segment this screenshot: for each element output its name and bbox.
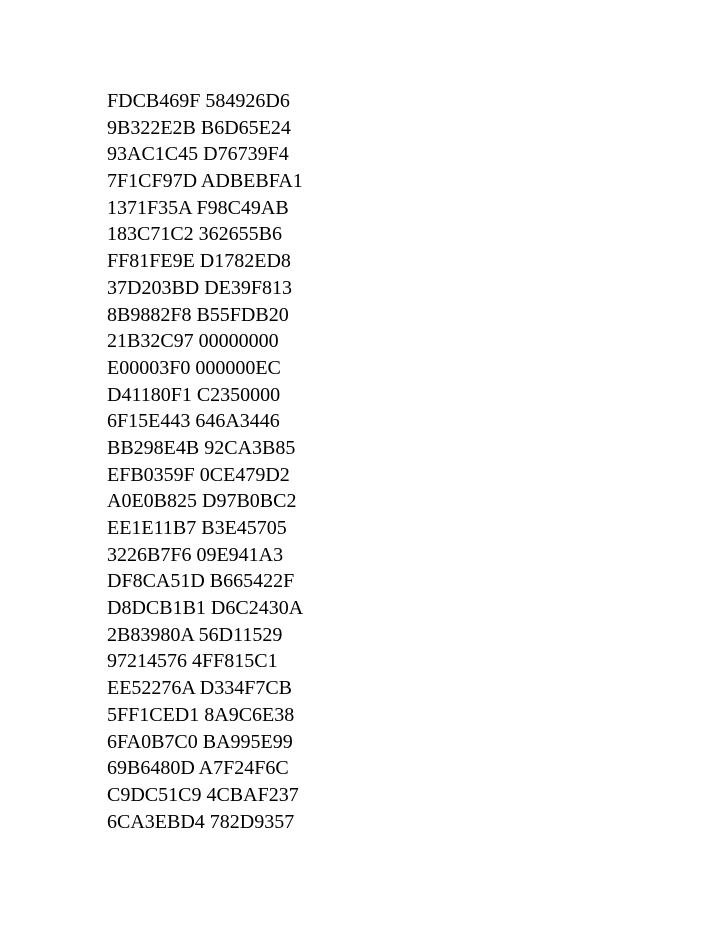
hex-line: C9DC51C9 4CBAF237: [107, 783, 299, 806]
hex-line: DF8CA51D B665422F: [107, 570, 295, 593]
hex-line: 183C71C2 362655B6: [107, 223, 283, 246]
hex-line: 2B83980A 56D11529: [107, 623, 283, 646]
hex-line: 37D203BD DE39F813: [107, 276, 293, 299]
hex-line: 69B6480D A7F24F6C: [107, 757, 289, 780]
hex-line: EE1E11B7 B3E45705: [107, 517, 287, 539]
hex-line: 8B9882F8 B55FDB20: [107, 303, 289, 326]
hex-data-list: [107, 88, 303, 835]
hex-line: A0E0B825 D97B0BC2: [107, 490, 297, 513]
hex-line: FDCB469F 584926D6: [107, 90, 290, 112]
hex-line: 7F1CF97D ADBEBFA1: [107, 170, 303, 193]
hex-line: EE52276A D334F7CB: [107, 677, 293, 700]
hex-line: 6F15E443 646A3446: [107, 410, 280, 433]
hex-line: 6CA3EBD4 782D9357: [107, 810, 295, 833]
hex-line: 6FA0B7C0 BA995E99: [107, 730, 293, 753]
hex-line: D41180F1 C2350000: [107, 383, 281, 406]
hex-line: 97214576 4FF815C1: [107, 650, 278, 673]
hex-line: 21B32C97 00000000: [107, 330, 279, 353]
hex-line: BB298E4B 92CA3B85: [107, 436, 296, 459]
hex-line: 1371F35A F98C49AB: [107, 196, 289, 219]
hex-line: 93AC1C45 D76739F4: [107, 143, 289, 166]
hex-line: EFB0359F 0CE479D2: [107, 463, 290, 486]
hex-line: D8DCB1B1 D6C2430A: [107, 597, 304, 620]
hex-line: 3226B7F6 09E941A3: [107, 543, 284, 566]
hex-line: 5FF1CED1 8A9C6E38: [107, 703, 295, 726]
hex-line: FF81FE9E D1782ED8: [107, 250, 291, 273]
hex-line: 9B322E2B B6D65E24: [107, 116, 291, 139]
hex-line: E00003F0 000000EC: [107, 356, 281, 379]
